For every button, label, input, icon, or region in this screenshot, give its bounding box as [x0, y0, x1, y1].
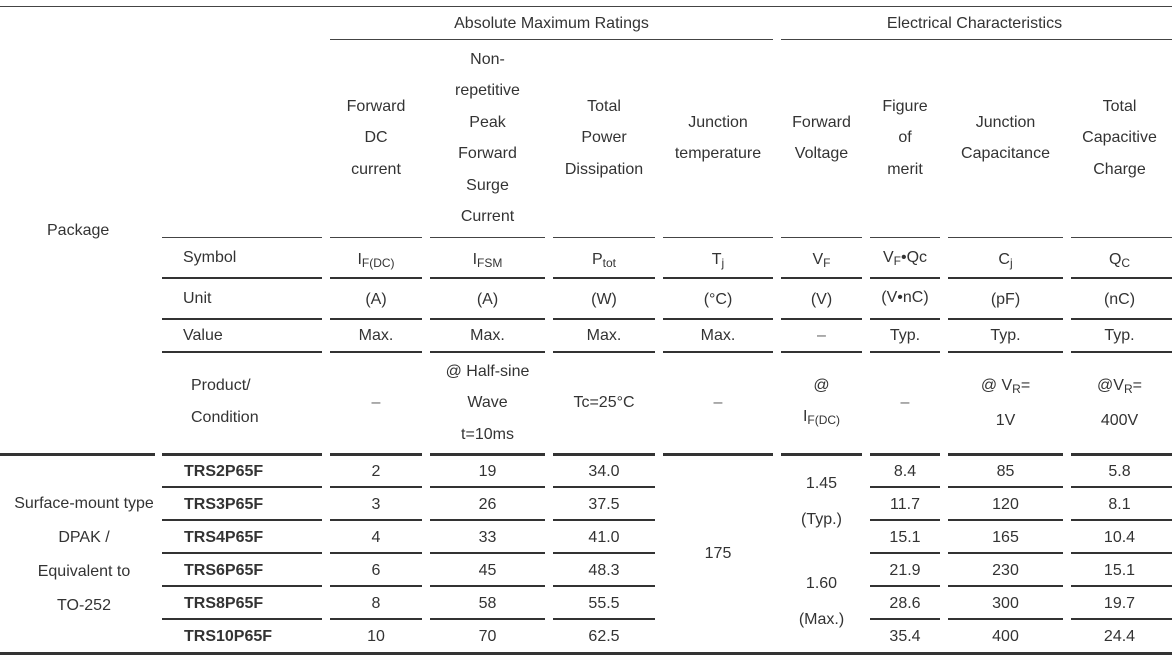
rule: [663, 237, 773, 238]
unit-vfqc: (V•nC): [881, 289, 929, 306]
col-header-line: Charge: [1093, 160, 1146, 178]
cell-ifsm: 58: [478, 595, 497, 612]
condition-line: 1V: [995, 412, 1016, 429]
condition-ifsm: [430, 355, 545, 451]
symbol-vfqc: [870, 242, 940, 278]
condition-tj: [663, 355, 773, 451]
value-cj: Typ.: [990, 327, 1021, 344]
col-header-ptot: [553, 44, 655, 232]
symbol-vf: [781, 244, 862, 280]
col-header-line: Voltage: [794, 145, 849, 162]
cell-vfqc: 8.4: [893, 463, 917, 480]
condition-post: =: [1132, 376, 1142, 394]
symbol-main: V: [882, 249, 894, 266]
symbol-main: P: [591, 251, 603, 268]
symbol-tj: [663, 244, 773, 280]
col-header-line: current: [351, 160, 401, 178]
col-header-line: repetitive: [455, 82, 520, 99]
cell-ifsm: 26: [478, 496, 497, 513]
rule: [553, 519, 655, 521]
rule: [430, 585, 545, 587]
vf-max-label: (Max.): [798, 611, 845, 628]
condition-sub: F(DC): [807, 413, 841, 427]
rule: [162, 519, 322, 521]
rule: [553, 237, 655, 238]
rule: [663, 351, 773, 353]
rule: [430, 277, 545, 279]
package-line: Equivalent to: [37, 563, 131, 580]
cell-vfqc: 11.7: [890, 496, 920, 513]
rule: [553, 486, 655, 488]
package-label: Package: [47, 222, 110, 239]
vf-typ-value: 1.45: [805, 475, 838, 492]
col-header-line: Peak: [469, 113, 506, 131]
rule: [870, 351, 940, 353]
col-header-tj: [663, 44, 773, 232]
vf-typ-label: (Typ.): [801, 511, 842, 528]
condition-symbol: I: [802, 408, 808, 425]
cell-vfqc: 35.4: [889, 628, 921, 645]
rule: [162, 618, 322, 620]
rule: [330, 277, 422, 279]
condition-sub: R: [1012, 381, 1021, 396]
rule: [162, 486, 322, 488]
rule: [1071, 237, 1172, 238]
row-label-value: Value: [183, 327, 223, 344]
rule: [430, 486, 545, 488]
col-header-line: Dissipation: [564, 160, 644, 178]
cell-if-dc: 4: [371, 529, 381, 546]
condition-line: @ Half-sine: [445, 362, 530, 380]
rule: [1071, 552, 1172, 554]
symbol-sub: F: [893, 254, 901, 268]
rule: [870, 618, 940, 620]
cell-ifsm: 70: [478, 628, 497, 645]
col-header-line: Junction: [975, 113, 1036, 131]
group-header-abs-max: Absolute Maximum Ratings: [454, 15, 649, 32]
condition-if-dc: [330, 355, 422, 451]
rule: [781, 237, 862, 238]
rule: [553, 552, 655, 554]
condition-pre: @V: [1097, 376, 1124, 394]
symbol-sub: FSM: [477, 256, 503, 270]
rule: [330, 552, 422, 554]
symbol-sub: F: [823, 256, 831, 270]
package-line: DPAK /: [58, 529, 110, 546]
value-if-dc: Max.: [358, 327, 394, 344]
condition-vfqc: [870, 355, 940, 451]
rule: [553, 351, 655, 353]
symbol-qc: [1071, 244, 1168, 280]
rule: [553, 585, 655, 587]
row-label-symbol: Symbol: [183, 249, 237, 266]
col-header-line: Figure: [882, 97, 928, 115]
value-tj: Max.: [700, 327, 736, 344]
value-qc: Typ.: [1104, 327, 1135, 344]
rule: [948, 552, 1063, 554]
group-header-elec: Electrical Characteristics: [886, 15, 1063, 32]
condition-line: Wave: [467, 394, 508, 412]
col-header-line: Forward: [792, 113, 851, 131]
cell-vfqc: 21.9: [889, 562, 921, 579]
unit-cj: (pF): [990, 291, 1021, 308]
rule: [553, 277, 655, 279]
col-header-line: Capacitive: [1082, 129, 1157, 147]
cell-ifsm: 45: [478, 562, 497, 579]
product-name: TRS3P65F: [184, 496, 264, 513]
rule: [948, 237, 1063, 238]
symbol-sub: C: [1121, 256, 1131, 270]
condition-line: [1097, 370, 1142, 406]
product-name: TRS4P65F: [184, 529, 264, 546]
rule: [330, 519, 422, 521]
rule: [870, 277, 940, 279]
condition-line: @: [813, 376, 830, 394]
unit-if-dc: (A): [365, 291, 387, 308]
rule: [162, 237, 322, 238]
product-name: TRS8P65F: [184, 595, 264, 612]
group-rule-abs-max: [330, 39, 773, 40]
cell-if-dc: 3: [371, 496, 381, 513]
rule: [330, 618, 422, 620]
col-header-line: Total: [587, 97, 621, 115]
rule: [162, 351, 322, 353]
symbol-sub: j: [1009, 256, 1013, 270]
rule: [870, 486, 940, 488]
condition-line: 400V: [1100, 412, 1139, 429]
cell-ptot: 41.0: [588, 529, 620, 546]
value-vf: –: [817, 327, 826, 344]
rule: [948, 486, 1063, 488]
condition-ptot: [553, 355, 655, 451]
tj-shared-value: 175: [704, 545, 732, 562]
rule: [430, 351, 545, 353]
cell-ptot: 55.5: [588, 595, 620, 612]
condition-cj: [948, 355, 1063, 451]
top-rule: [0, 6, 1172, 7]
col-header-line: Forward: [346, 97, 406, 115]
symbol-sub: j: [721, 256, 725, 270]
rule: [870, 552, 940, 554]
rule: [948, 351, 1063, 353]
col-header-if-dc: [330, 44, 422, 232]
cell-if-dc: 2: [371, 463, 381, 480]
col-header-line: Forward: [458, 145, 517, 162]
rule: [948, 585, 1063, 587]
col-header-line: DC: [364, 129, 388, 147]
vf-max-value: 1.60: [805, 575, 838, 592]
cell-ptot: 48.3: [588, 562, 620, 579]
cell-ptot: 62.5: [588, 628, 620, 645]
product-name: TRS2P65F: [184, 463, 264, 480]
symbol-main: T: [711, 251, 722, 268]
rule: [781, 453, 862, 456]
rule: [781, 351, 862, 353]
col-header-line: Non-: [470, 50, 505, 68]
rule: [1071, 277, 1172, 279]
condition-line: t=10ms: [461, 425, 514, 443]
col-header-line: merit: [887, 160, 923, 178]
cell-qc: 10.4: [1103, 529, 1136, 546]
col-header-vfqc: [870, 44, 940, 232]
unit-vf: (V): [810, 291, 833, 308]
col-header-ifsm: [430, 44, 545, 232]
col-header-line: Junction: [688, 113, 748, 131]
rule: [430, 618, 545, 620]
rule: [162, 585, 322, 587]
cell-if-dc: 6: [371, 562, 381, 579]
col-header-line: Power: [581, 129, 627, 147]
symbol-cj: [948, 244, 1063, 280]
symbol-sub: F(DC): [361, 256, 395, 270]
rule: [663, 453, 773, 456]
symbol-main: I: [357, 251, 362, 268]
symbol-ifsm: [430, 244, 545, 280]
rule: [1071, 486, 1172, 488]
rule: [1071, 585, 1172, 587]
group-rule-elec: [781, 39, 1172, 40]
rule: [870, 237, 940, 238]
rule: [948, 519, 1063, 521]
symbol-main: V: [812, 251, 824, 268]
col-header-line: temperature: [674, 145, 762, 162]
condition-post: =: [1020, 376, 1031, 394]
condition-line: –: [900, 394, 910, 412]
product-name: TRS10P65F: [184, 628, 273, 645]
condition-label-line: Condition: [191, 409, 259, 426]
condition-line: [803, 401, 840, 437]
symbol-if-dc: [330, 244, 422, 280]
condition-label-line: Product/: [191, 377, 251, 394]
cell-cj: 120: [992, 496, 1019, 513]
cell-cj: 400: [992, 628, 1019, 645]
cell-vfqc: 28.6: [889, 595, 921, 612]
rule: [1071, 618, 1172, 620]
unit-ptot: (W): [591, 291, 617, 308]
cell-cj: 165: [992, 529, 1019, 546]
condition-line: [981, 370, 1030, 406]
col-header-qc: [1071, 44, 1168, 232]
row-label-unit: Unit: [183, 290, 212, 307]
rule: [0, 453, 155, 456]
unit-qc: (nC): [1103, 291, 1136, 308]
rule: [330, 486, 422, 488]
rule: [870, 519, 940, 521]
condition-vf: [781, 355, 862, 451]
col-header-line: Capacitance: [961, 145, 1050, 162]
symbol-ptot: [553, 244, 655, 280]
rule: [948, 618, 1063, 620]
cell-ifsm: 19: [478, 463, 497, 480]
unit-tj: (°C): [703, 291, 733, 308]
value-ptot: Max.: [586, 327, 622, 344]
cell-ptot: 34.0: [588, 463, 620, 480]
rule: [162, 277, 322, 279]
rule: [330, 237, 422, 238]
rule: [553, 618, 655, 620]
col-header-cj: [948, 44, 1063, 232]
rule: [162, 552, 322, 554]
rule: [1071, 519, 1172, 521]
cell-cj: 300: [992, 595, 1019, 612]
cell-ptot: 37.5: [588, 496, 620, 513]
rule: [1071, 351, 1172, 353]
cell-qc: 8.1: [1108, 496, 1131, 513]
symbol-tail: •Qc: [900, 249, 928, 266]
row-label-condition: [191, 370, 259, 434]
rule: [430, 552, 545, 554]
condition-sub: R: [1123, 381, 1133, 396]
unit-ifsm: (A): [476, 291, 499, 308]
rule: [870, 585, 940, 587]
rule: [948, 277, 1063, 279]
cell-cj: 85: [996, 463, 1015, 480]
value-ifsm: Max.: [470, 327, 505, 344]
rule: [781, 277, 862, 279]
cell-cj: 230: [992, 562, 1019, 579]
product-name: TRS6P65F: [184, 562, 264, 579]
condition-line: Tc=25°C: [573, 394, 635, 412]
value-vfqc: Typ.: [889, 327, 921, 344]
package-cell: [0, 487, 168, 623]
rule: [430, 237, 545, 238]
rule: [330, 585, 422, 587]
cell-if-dc: 10: [367, 628, 385, 645]
condition-line: –: [371, 394, 381, 412]
col-header-line: of: [898, 129, 912, 147]
symbol-main: C: [998, 251, 1010, 268]
cell-vfqc: 15.1: [889, 529, 921, 546]
col-header-line: Current: [460, 208, 515, 225]
symbol-main: I: [472, 251, 478, 268]
cell-qc: 19.7: [1103, 595, 1136, 612]
rule: [430, 519, 545, 521]
vf-max-cell: [781, 566, 862, 638]
package-line: Surface-mount type: [14, 495, 154, 512]
cell-ifsm: 33: [478, 529, 497, 546]
condition-line: –: [713, 394, 723, 412]
cell-qc: 5.8: [1108, 463, 1131, 480]
symbol-main: Q: [1108, 251, 1122, 268]
cell-if-dc: 8: [371, 595, 381, 612]
col-header-line: Surge: [466, 176, 509, 194]
bottom-rule: [0, 652, 1172, 655]
rule: [330, 351, 422, 353]
package-line: TO-252: [57, 597, 111, 614]
cell-qc: 15.1: [1103, 562, 1136, 579]
condition-qc: [1071, 355, 1168, 451]
rule: [663, 277, 773, 279]
col-header-vf: [781, 44, 862, 232]
col-header-line: Total: [1102, 97, 1137, 115]
vf-typ-cell: [781, 466, 862, 538]
condition-pre: @ V: [980, 376, 1013, 394]
symbol-sub: tot: [602, 256, 616, 270]
cell-qc: 24.4: [1103, 628, 1136, 645]
